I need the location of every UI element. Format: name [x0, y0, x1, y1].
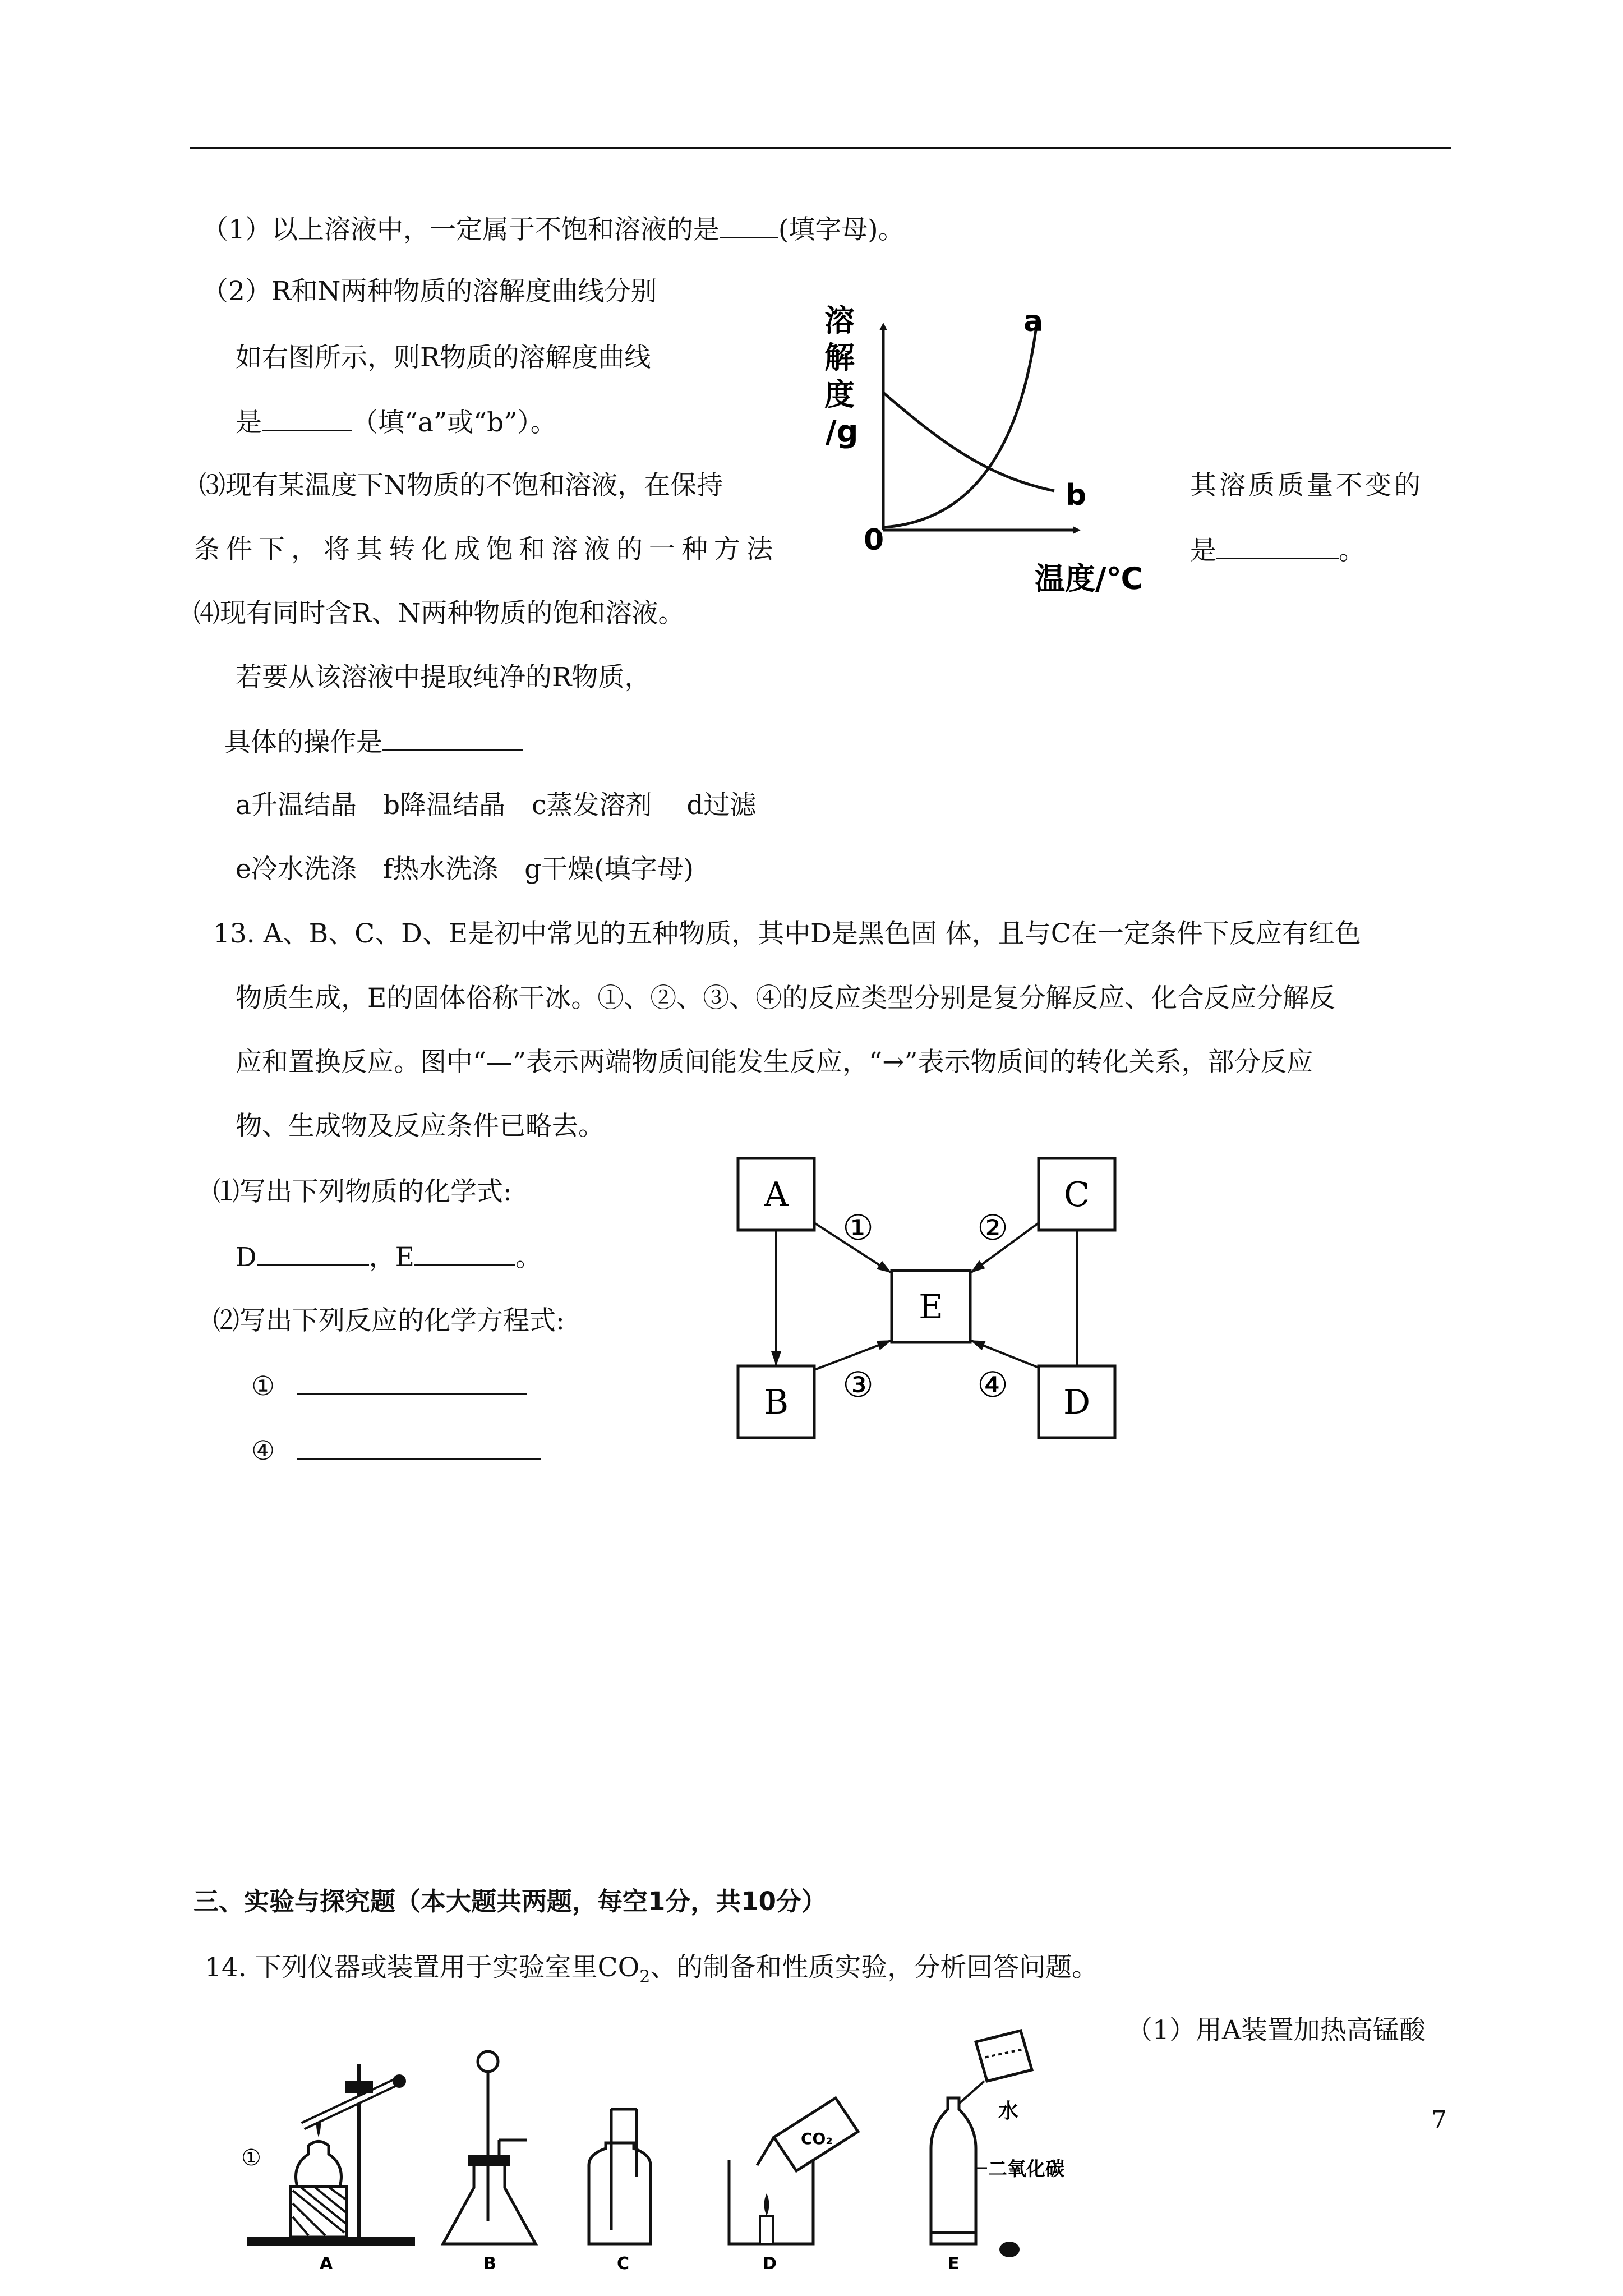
reaction-marker-2: ②	[977, 1207, 1008, 1248]
x-axis-label: 温度/℃	[1035, 561, 1144, 596]
q12-part3-line1b: 其溶质质量不变的	[1190, 470, 1423, 501]
answer-blank[interactable]	[1216, 533, 1339, 559]
answer-blank[interactable]	[297, 1369, 527, 1395]
q13-line2: 物质生成，E的固体俗称干冰。①、②、③、④的反应类型分别是复分解反应、化合反应分解反	[236, 983, 1336, 1014]
y-axis-label-char: 解	[824, 340, 855, 375]
box-b-label: B	[763, 1383, 789, 1422]
q13-sub1: ⑴写出下列物质的化学式:	[213, 1176, 512, 1207]
answer-blank-d[interactable]	[257, 1240, 369, 1266]
q13-sub1-answers: D ，E 。	[236, 1240, 542, 1274]
q13-equation-4: ④	[251, 1433, 541, 1468]
box-a-label: A	[764, 1175, 789, 1214]
q12-part3-line1a: ⑶现有某温度下N物质的不饱和溶液，在保持	[199, 470, 723, 501]
q12-part3-line2a: 条件下，将其转化成饱和溶液的一种方法	[193, 534, 779, 565]
reaction-marker-4: ④	[977, 1364, 1008, 1405]
arrow-d-to-e	[971, 1341, 1039, 1368]
q13-sub2: ⑵写出下列反应的化学方程式:	[213, 1305, 565, 1336]
reaction-marker-1: ①	[842, 1207, 874, 1248]
reaction-diagram	[729, 1156, 1133, 1442]
section-3-heading: 三、实验与探究题（本大题共两题，每空1分，共10分）	[193, 1887, 827, 1916]
apparatus-c	[589, 2109, 651, 2244]
q12-options-1: a升温结晶 b降温结晶 c蒸发溶剂 d过滤	[236, 790, 757, 821]
apparatus-b	[443, 2051, 536, 2244]
y-axis-label-char: /g	[826, 414, 859, 449]
q12-part4-line3: 具体的操作是	[224, 725, 523, 760]
answer-blank[interactable]	[382, 725, 523, 751]
answer-blank[interactable]	[262, 405, 352, 431]
answer-blank[interactable]	[720, 212, 778, 238]
q12-part2-line1: （2）R和N两种物质的溶解度曲线分别	[202, 276, 657, 307]
box-e-label: E	[919, 1287, 943, 1327]
q12-part3-line2b: 是 。	[1190, 533, 1365, 568]
reaction-marker-3: ③	[842, 1364, 874, 1405]
curve-b-label: b	[1066, 478, 1087, 512]
solubility-graph	[819, 292, 1178, 606]
q13-equation-1: ①	[251, 1369, 527, 1404]
apparatus-a	[241, 2064, 415, 2246]
q12-part2-line2: 如右图所示，则R物质的溶解度曲线	[236, 342, 651, 373]
label-a: A	[320, 2254, 333, 2274]
co2-gas-label: 二氧化碳	[988, 2158, 1064, 2180]
apparatus-marker: ①	[241, 2145, 261, 2171]
q12-part2-line3: 是 （填“a”或“b”）。	[236, 405, 557, 440]
apparatus-e	[931, 2031, 1064, 2257]
q12-part1: （1）以上溶液中，一定属于不饱和溶液的是 (填字母)。	[202, 212, 905, 247]
co2-label: CO₂	[801, 2129, 833, 2148]
label-b: B	[483, 2254, 496, 2274]
y-axis-label-char: 溶	[824, 303, 855, 338]
y-axis-label-char: 度	[824, 377, 855, 412]
label-d: D	[763, 2254, 777, 2274]
curve-b	[883, 393, 1054, 491]
apparatus-d	[729, 2098, 858, 2244]
label-c: C	[617, 2254, 630, 2274]
header-rule	[190, 147, 1451, 149]
label-e: E	[948, 2254, 960, 2274]
answer-blank[interactable]	[297, 1433, 541, 1460]
page-number: 7	[1431, 2106, 1447, 2134]
box-c-label: C	[1064, 1175, 1090, 1214]
q14-part1-start: （1）用A装置加热高锰酸	[1126, 2015, 1426, 2046]
q14-text: 14. 下列仪器或装置用于实验室里$CO_2$、的制备和性质实验，分析回答问题。	[205, 1952, 1099, 1987]
q13-line4: 物、生成物及反应条件已略去。	[236, 1111, 605, 1142]
q12-part4-line1: ⑷现有同时含R、N两种物质的饱和溶液。	[193, 598, 685, 629]
box-d-label: D	[1063, 1383, 1091, 1422]
q12-options-2: e冷水洗涤 f热水洗涤 g干燥(填字母)	[236, 854, 694, 885]
answer-blank-e[interactable]	[414, 1240, 515, 1266]
water-label: 水	[998, 2100, 1019, 2123]
curve-a-label: a	[1023, 305, 1044, 338]
apparatus-figure	[224, 1997, 1077, 2277]
q13-line3: 应和置换反应。图中“—”表示两端物质间能发生反应，“→”表示物质间的转化关系，部分反应	[236, 1047, 1313, 1078]
q12-part4-line2: 若要从该溶液中提取纯净的R物质，	[236, 662, 651, 693]
q13-line1: 13. A、B、C、D、E是初中常见的五种物质，其中D是黑色固 体，且与C在一定条件下反应有红色	[213, 918, 1361, 949]
curve-a	[883, 317, 1038, 527]
origin-label: 0	[864, 523, 884, 557]
